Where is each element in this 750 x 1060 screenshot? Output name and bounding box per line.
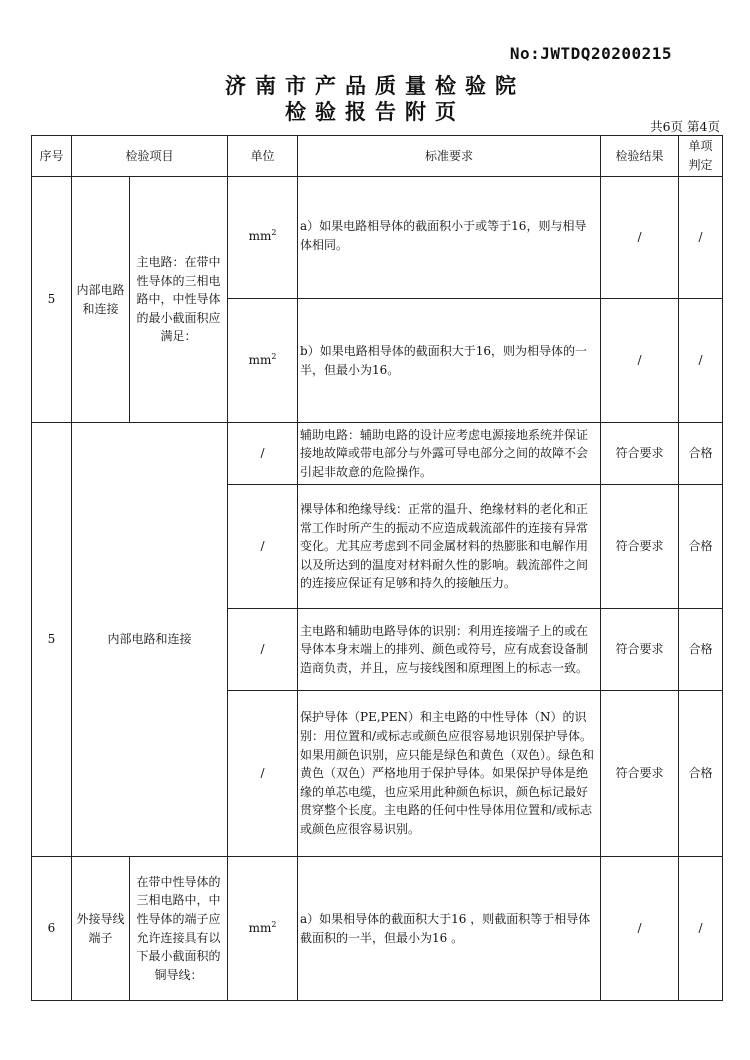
- header-requirement: 标准要求: [298, 136, 601, 177]
- result-cell: 符合要求: [601, 423, 679, 485]
- subitem-cell: 主电路：在带中性导体的三相电路中，中性导体的最小截面积应满足：: [130, 177, 228, 423]
- verdict-cell: /: [679, 857, 723, 1001]
- header-result: 检验结果: [601, 136, 679, 177]
- unit-cell: [228, 299, 298, 423]
- report-number: No:JWTDQ20200215: [509, 44, 672, 63]
- verdict-cell: 合格: [679, 485, 723, 609]
- seq-cell: 5: [32, 423, 72, 857]
- requirement-cell: a）如果相导体的截面积大于16 ，则截面积等于相导体截面积的一半，但最小为16 。: [298, 857, 601, 1001]
- result-cell: /: [601, 299, 679, 423]
- verdict-cell: 合格: [679, 423, 723, 485]
- item-cell: 内部电路和连接: [72, 423, 228, 857]
- unit-exponent: 2: [271, 920, 277, 930]
- inspection-table: [31, 135, 723, 1001]
- verdict-cell: 合格: [679, 691, 723, 857]
- requirement-cell: a）如果电路相导体的截面积小于或等于16，则与相导体相同。: [298, 177, 601, 299]
- subitem-cell: 在带中性导体的三相电路中，中性导体的端子应允许连接具有以下最小截面积的铜导线：: [130, 857, 228, 1001]
- seq-cell: 6: [32, 857, 72, 1001]
- table-header-row: [32, 136, 723, 177]
- result-cell: 符合要求: [601, 609, 679, 691]
- unit-cell: [228, 857, 298, 1001]
- page-indicator: [646, 117, 720, 135]
- header-unit: 单位: [228, 136, 298, 177]
- requirement-cell: 辅助电路：辅助电路的设计应考虑电源接地系统并保证接地故障或带电部分与外露可导电部分之间的故障不会引起非故意的危险操作。: [298, 423, 601, 485]
- unit-base: mm: [248, 353, 272, 368]
- unit-cell: [228, 177, 298, 299]
- unit-cell: /: [228, 691, 298, 857]
- result-cell: 符合要求: [601, 485, 679, 609]
- requirement-cell: b）如果电路相导体的截面积大于16，则为相导体的一半，但最小为16。: [298, 299, 601, 423]
- seq-cell: 5: [32, 177, 72, 423]
- requirement-cell: 裸导体和绝缘导线：正常的温升、绝缘材料的老化和正常工作时所产生的振动不应造成载流部件的连接有异常变化。尤其应考虑到不同金属材料的热膨胀和电解作用以及所达到的温度对材料耐久性的影响。载流部件之间的连接应保证有足够和持久的接触压力。: [298, 485, 601, 609]
- result-cell: 符合要求: [601, 691, 679, 857]
- item-cell: 内部电路和连接: [72, 177, 130, 423]
- verdict-cell: /: [679, 177, 723, 299]
- document-title: 检验报告附页: [285, 99, 465, 124]
- item-cell: 外接导线端子: [72, 857, 130, 1001]
- header-seq: 序号: [32, 136, 72, 177]
- unit-base: mm: [248, 229, 272, 243]
- result-cell: /: [601, 177, 679, 299]
- unit-cell: /: [228, 609, 298, 691]
- current-page: 第4页: [687, 119, 720, 134]
- total-pages: 共6页: [650, 119, 684, 134]
- header-item: 检验项目: [72, 136, 228, 177]
- organization-title: 济南市产品质量检验院: [225, 73, 525, 98]
- header-verdict: 单项判定: [679, 136, 723, 177]
- result-cell: /: [601, 857, 679, 1001]
- unit-exponent: 2: [271, 228, 277, 237]
- unit-exponent: 2: [271, 352, 277, 362]
- requirement-cell: 保护导体（PE,PEN）和主电路的中性导体（N）的识别：用位置和/或标志或颜色应很容易地识别保护导体。如果用颜色识别，应只能是绿色和黄色（双色）。绿色和黄色（双色）严格地用于保护导体。如果保护导体是绝缘的单芯电缆，也应采用此种颜色标识，颜色标记最好贯穿整个长度。主电路的任何中性导体用位置和/或标志或颜色应很容易识别。: [298, 691, 601, 857]
- requirement-cell: 主电路和辅助电路导体的识别：利用连接端子上的或在导体本身末端上的排列、颜色或符号，应有成套设备制造商负责，并且，应与接线图和原理图上的标志一致。: [298, 609, 601, 691]
- verdict-cell: /: [679, 299, 723, 423]
- table-row: [32, 177, 723, 299]
- table-row: [32, 423, 723, 485]
- unit-base: mm: [248, 921, 272, 936]
- verdict-cell: 合格: [679, 609, 723, 691]
- unit-cell: /: [228, 485, 298, 609]
- table-row: [32, 857, 723, 1001]
- unit-cell: /: [228, 423, 298, 485]
